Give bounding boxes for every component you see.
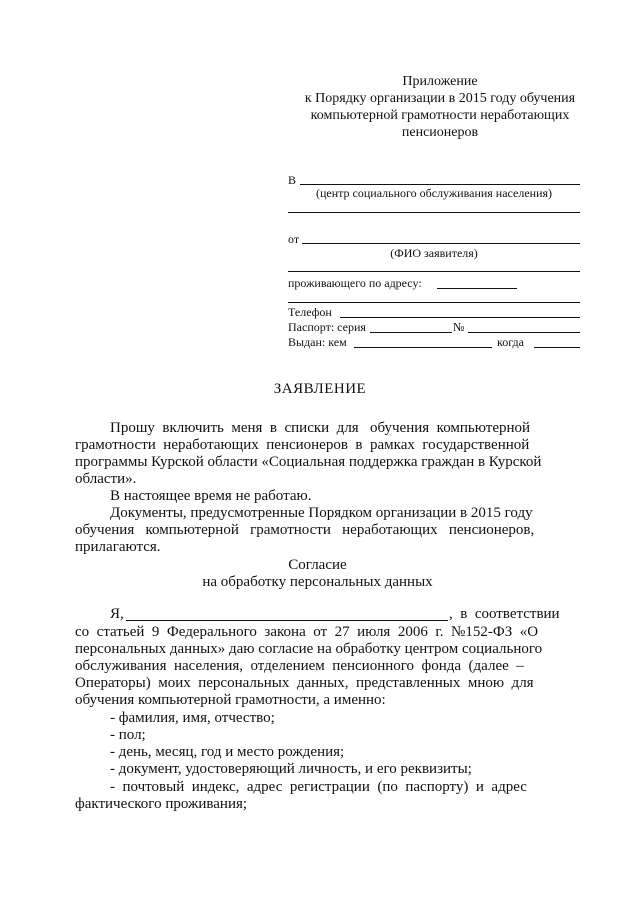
- list-item: - почтовый индекс, адрес регистрации (по паспорту) и адрес: [110, 779, 527, 795]
- to-field-line[interactable]: [300, 184, 580, 185]
- appendix-line-1: к Порядку организации в 2015 году обучения: [304, 91, 576, 106]
- consent-ya: Я,: [110, 606, 124, 622]
- list-item: - фамилия, имя, отчество;: [110, 710, 275, 726]
- passport-series-line[interactable]: [370, 332, 452, 333]
- consent-title: Согласие: [288, 557, 347, 573]
- when-label: когда: [497, 335, 524, 349]
- address-field-line[interactable]: [437, 288, 517, 289]
- consent-line3: персональных данных» даю согласие на обработку центром социального: [75, 641, 543, 657]
- from-prefix: от: [288, 232, 300, 246]
- issued-label: Выдан: кем: [288, 335, 347, 349]
- address-label: проживающего по адресу:: [288, 276, 422, 290]
- consent-name-line[interactable]: [126, 620, 448, 621]
- phone-label: Телефон: [288, 305, 332, 319]
- statement-p1-line1: Прошу включить меня в списки для обучения компьютерной: [110, 420, 531, 436]
- consent-line5: Операторы) моих персональных данных, представленных мною для: [75, 675, 534, 691]
- issued-by-line[interactable]: [354, 347, 492, 348]
- statement-p3-line2: обучения компьютерной грамотности неработающих пенсионеров,: [75, 522, 535, 538]
- statement-p1-line4: области».: [75, 471, 137, 487]
- issued-date-line[interactable]: [534, 347, 580, 348]
- statement-p1-line3: программы Курской области «Социальная поддержка граждан в Курской: [75, 454, 542, 470]
- statement-p3-line3: прилагаются.: [75, 539, 161, 555]
- passport-label: Паспорт: серия: [288, 320, 366, 334]
- from-field-line-2[interactable]: [288, 271, 580, 272]
- from-field-line[interactable]: [302, 243, 580, 244]
- statement-title: ЗАЯВЛЕНИЕ: [273, 381, 367, 397]
- consent-line6: обучения компьютерной грамотности, а именно:: [75, 692, 386, 708]
- consent-line4: обслуживания населения, отделением пенсионного фонда (далее –: [75, 658, 524, 674]
- list-item: - день, месяц, год и место рождения;: [110, 744, 345, 760]
- statement-p3-line1: Документы, предусмотренные Порядком организации в 2015 году: [110, 505, 533, 521]
- list-item: - документ, удостоверяющий личность, и его реквизиты;: [110, 761, 472, 777]
- consent-subtitle: на обработку персональных данных: [202, 574, 433, 590]
- list-item: - пол;: [110, 727, 146, 743]
- appendix-line-3: пенсионеров: [401, 125, 479, 140]
- consent-ya-tail: , в соответствии: [449, 606, 560, 622]
- to-field-line-2[interactable]: [288, 212, 580, 213]
- phone-field-line[interactable]: [340, 317, 580, 318]
- to-caption: (центр социального обслуживания населения): [315, 186, 553, 200]
- address-field-line-2[interactable]: [288, 302, 580, 303]
- passport-number-line[interactable]: [468, 332, 580, 333]
- appendix-title: Приложение: [402, 74, 478, 89]
- from-caption: (ФИО заявителя): [390, 246, 478, 260]
- statement-p2: В настоящее время не работаю.: [110, 488, 312, 504]
- appendix-line-2: компьютерной грамотности неработающих: [310, 108, 570, 123]
- consent-line2: со статьей 9 Федерального закона от 27 июля 2006 г. №152-ФЗ «О: [75, 624, 539, 640]
- number-sign: №: [453, 320, 465, 334]
- statement-p1-line2: грамотности неработающих пенсионеров в рамках государственной: [75, 437, 530, 453]
- consent-last-line: фактического проживания;: [75, 796, 248, 812]
- to-prefix: В: [288, 173, 297, 187]
